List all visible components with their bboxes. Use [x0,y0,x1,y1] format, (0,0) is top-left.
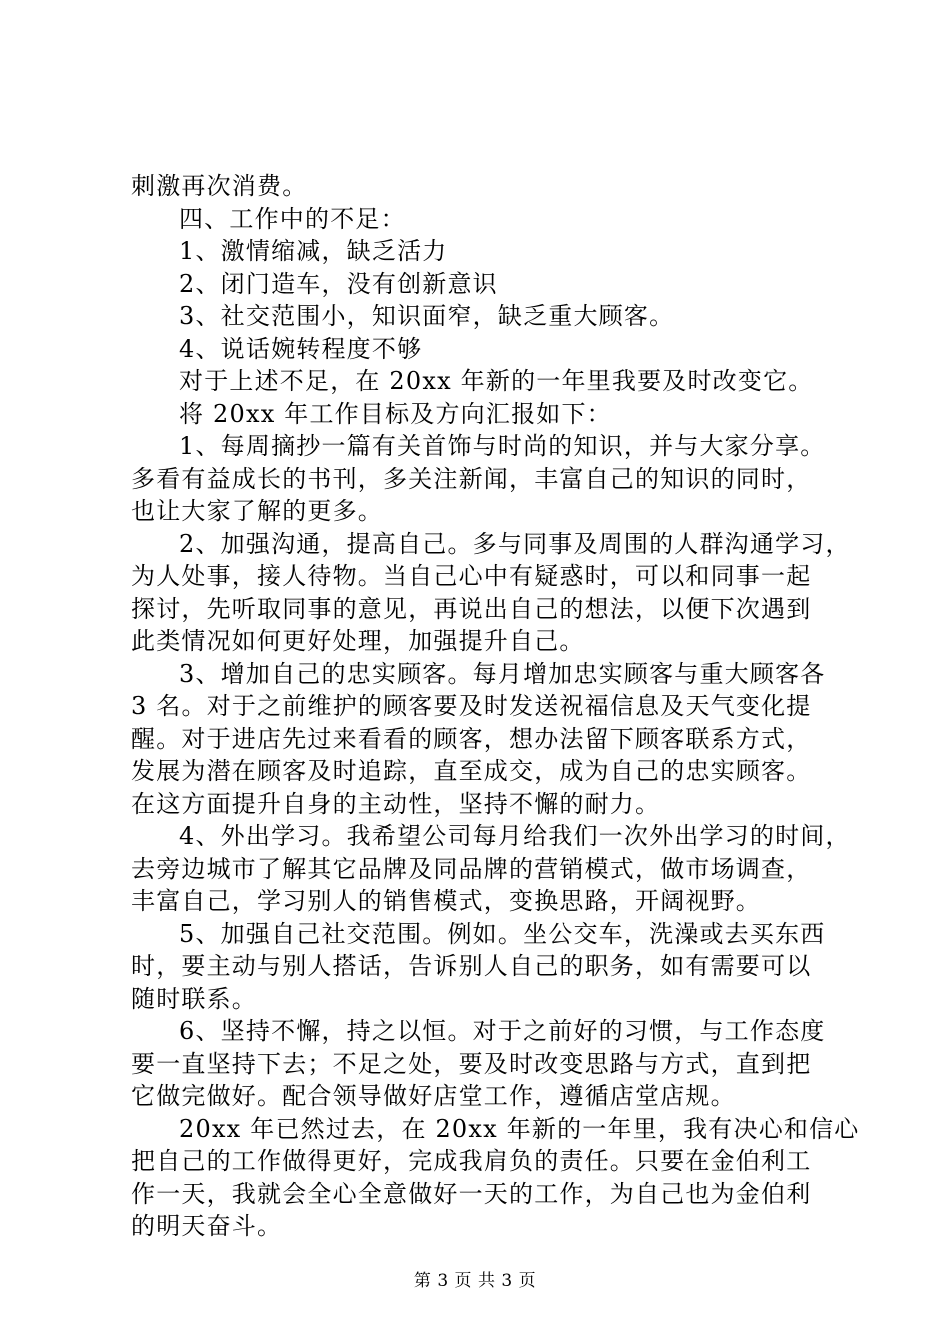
text-line: 也让大家了解的更多。 [131,497,383,525]
text-line: 作一天，我就会全心全意做好一天的工作，为自己也为金伯利 [131,1179,812,1208]
text-line: 将 20xx 年工作目标及方向汇报如下： [179,399,612,428]
text-line: 时，要主动与别人搭话，告诉别人自己的职务，如有需要可以 [131,952,812,980]
text-line: 2、加强沟通，提高自己。多与同事及周围的人群沟通学习， [179,529,851,558]
text-line: 6、坚持不懈，持之以恒。对于之前好的习惯，与工作态度 [179,1017,826,1045]
text-line: 1、激情缩减，缺乏活力 [179,237,448,265]
text-line: 20xx 年已然过去，在 20xx 年新的一年里，我有决心和信心 [179,1114,860,1143]
text-line: 5、加强自己社交范围。例如。坐公交车，洗澡或去买东西 [179,919,826,948]
text-line: 醒。对于进店先过来看看的顾客，想办法留下顾客联系方式， [131,724,812,753]
text-line: 它做完做好。配合领导做好店堂工作，遵循店堂店规。 [131,1082,736,1110]
text-line: 发展为潜在顾客及时追踪，直至成交，成为自己的忠实顾客。 [131,757,812,785]
text-line: 的明天奋斗。 [131,1212,283,1240]
text-line: 2、闭门造车，没有创新意识 [179,269,498,298]
text-line: 丰富自己，学习别人的销售模式，变换思路，开阔视野。 [131,887,761,915]
text-line: 刺激再次消费。 [131,172,308,200]
text-line: 去旁边城市了解其它品牌及同品牌的营销模式，做市场调查， [131,854,812,883]
text-line: 在这方面提升自身的主动性，坚持不懈的耐力。 [131,789,661,818]
page-number-footer: 第 3 页 共 3 页 [413,1271,537,1291]
text-line: 随时联系。 [131,984,257,1013]
text-line: 4、说话婉转程度不够 [179,334,423,363]
text-line: 探讨，先听取同事的意见，再说出自己的想法，以便下次遇到 [131,594,812,623]
text-line: 多看有益成长的书刊，多关注新闻，丰富自己的知识的同时， [131,464,812,493]
text-line: 为人处事，接人待物。当自己心中有疑惑时，可以和同事一起 [131,562,812,590]
text-line: 3、增加自己的忠实顾客。每月增加忠实顾客与重大顾客各 [179,659,826,688]
document-body [131,170,860,1243]
text-line: 四、工作中的不足： [179,204,406,233]
text-line: 要一直坚持下去；不足之处，要及时改变思路与方式，直到把 [131,1049,812,1078]
text-line: 4、外出学习。我希望公司每月给我们一次外出学习的时间， [179,822,851,850]
text-line: 3 名。对于之前维护的顾客要及时发送祝福信息及天气变化提 [131,692,812,720]
text-line: 3、社交范围小，知识面窄，缺乏重大顾客。 [179,302,675,330]
text-line: 1、每周摘抄一篇有关首饰与时尚的知识，并与大家分享。 [179,432,826,460]
text-line: 把自己的工作做得更好，完成我肩负的责任。只要在金伯利工 [131,1147,812,1175]
text-line: 此类情况如何更好处理，加强提升自己。 [131,627,585,655]
text-line: 对于上述不足，在 20xx 年新的一年里我要及时改变它。 [179,367,814,395]
